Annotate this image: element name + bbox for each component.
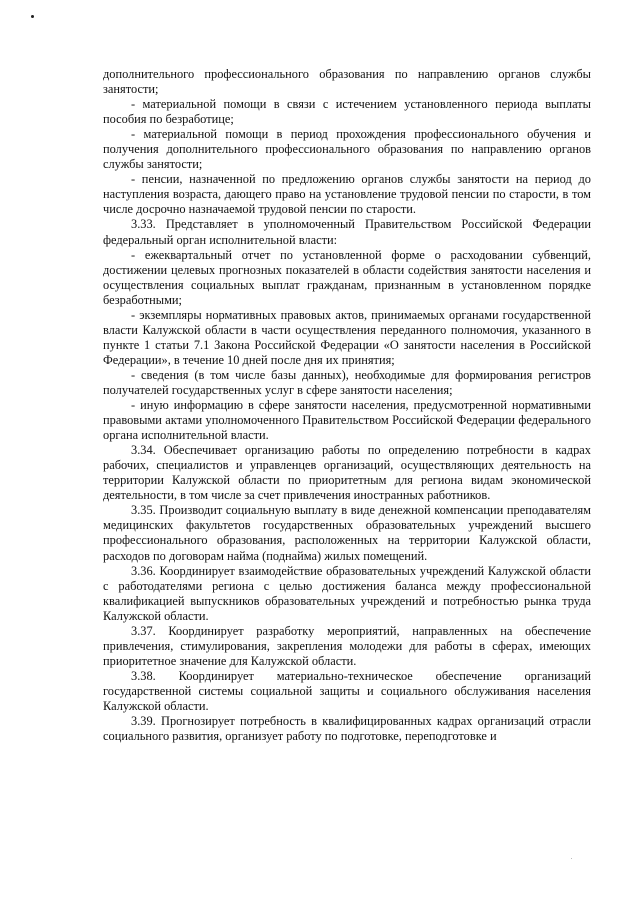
document-body xyxy=(103,67,591,744)
paragraph: - ежеквартальный отчет по установленной форме о расходовании субвенций, достижении целевых прогнозных показателей в области содействия занятости населения и осуществления социальных выплат гражданам, признанным в установленном порядке безработными; xyxy=(103,247,591,307)
paragraph: - сведения (в том числе базы данных), необходимые для формирования регистров получателей государственных услуг в сфере занятости населения; xyxy=(103,367,591,397)
paragraph: 3.35. Производит социальную выплату в виде денежной компенсации преподавателям медицинских факультетов государственных образовательных учреждений высшего профессионального образования, расположенных на территории Калужской области, расходов по договорам найма (поднайма) жилых помещений. xyxy=(103,503,591,563)
paragraph: 3.37. Координирует разработку мероприятий, направленных на обеспечение привлечения, стимулирования, закрепления молодежи для работы в сферах, имеющих приоритетное значение для Калужской области. xyxy=(103,623,591,668)
paragraph: - пенсии, назначенной по предложению органов службы занятости на период до наступления возраста, дающего право на установление трудовой пенсии по старости, в том числе досрочно назначаемой трудовой пенсии по старости. xyxy=(103,172,591,217)
paragraph: 3.34. Обеспечивает организацию работы по определению потребности в кадрах рабочих, специалистов и управленцев организаций, осуществляющих деятельность на территории Калужской области по приоритетным для региона видам экономической деятельности, в том числе за счет привлечения иностранных работников. xyxy=(103,443,591,503)
paragraph: - материальной помощи в период прохождения профессионального обучения и получения дополнительного профессионального образования по направлению органов службы занятости; xyxy=(103,127,591,172)
paragraph: 3.33. Представляет в уполномоченный Правительством Российской Федерации федеральный орган исполнительной власти: xyxy=(103,217,591,247)
paragraph: - экземпляры нормативных правовых актов, принимаемых органами государственной власти Калужской области в части осуществления переданного полномочия, указанного в пункте 1 статьи 7.1 Закона Российской Федерации «О занятости населения в Российской Федерации», в течение 10 дней после дня их принятия; xyxy=(103,307,591,367)
paragraph: - иную информацию в сфере занятости населения, предусмотренной нормативными правовыми актами уполномоченного Правительством Российской Федерации федерального органа исполнительной власти. xyxy=(103,398,591,443)
paragraph: дополнительного профессионального образования по направлению органов службы занятости; xyxy=(103,67,591,97)
paragraph: 3.38. Координирует материально-техническое обеспечение организаций государственной системы социальной защиты и социального обслуживания населения Калужской области. xyxy=(103,668,591,713)
scan-artifact-speck xyxy=(571,858,572,859)
scan-artifact-dot xyxy=(31,15,34,18)
paragraph: 3.36. Координирует взаимодействие образовательных учреждений Калужской области с работодателями региона с целью достижения баланса между профессиональной квалификацией выпускников образовательных учреждений и потребностью рынка труда Калужской области. xyxy=(103,563,591,623)
paragraph: 3.39. Прогнозирует потребность в квалифицированных кадрах организаций отрасли социального развития, организует работу по подготовке, переподготовке и xyxy=(103,714,591,744)
paragraph: - материальной помощи в связи с истечением установленного периода выплаты пособия по безработице; xyxy=(103,97,591,127)
